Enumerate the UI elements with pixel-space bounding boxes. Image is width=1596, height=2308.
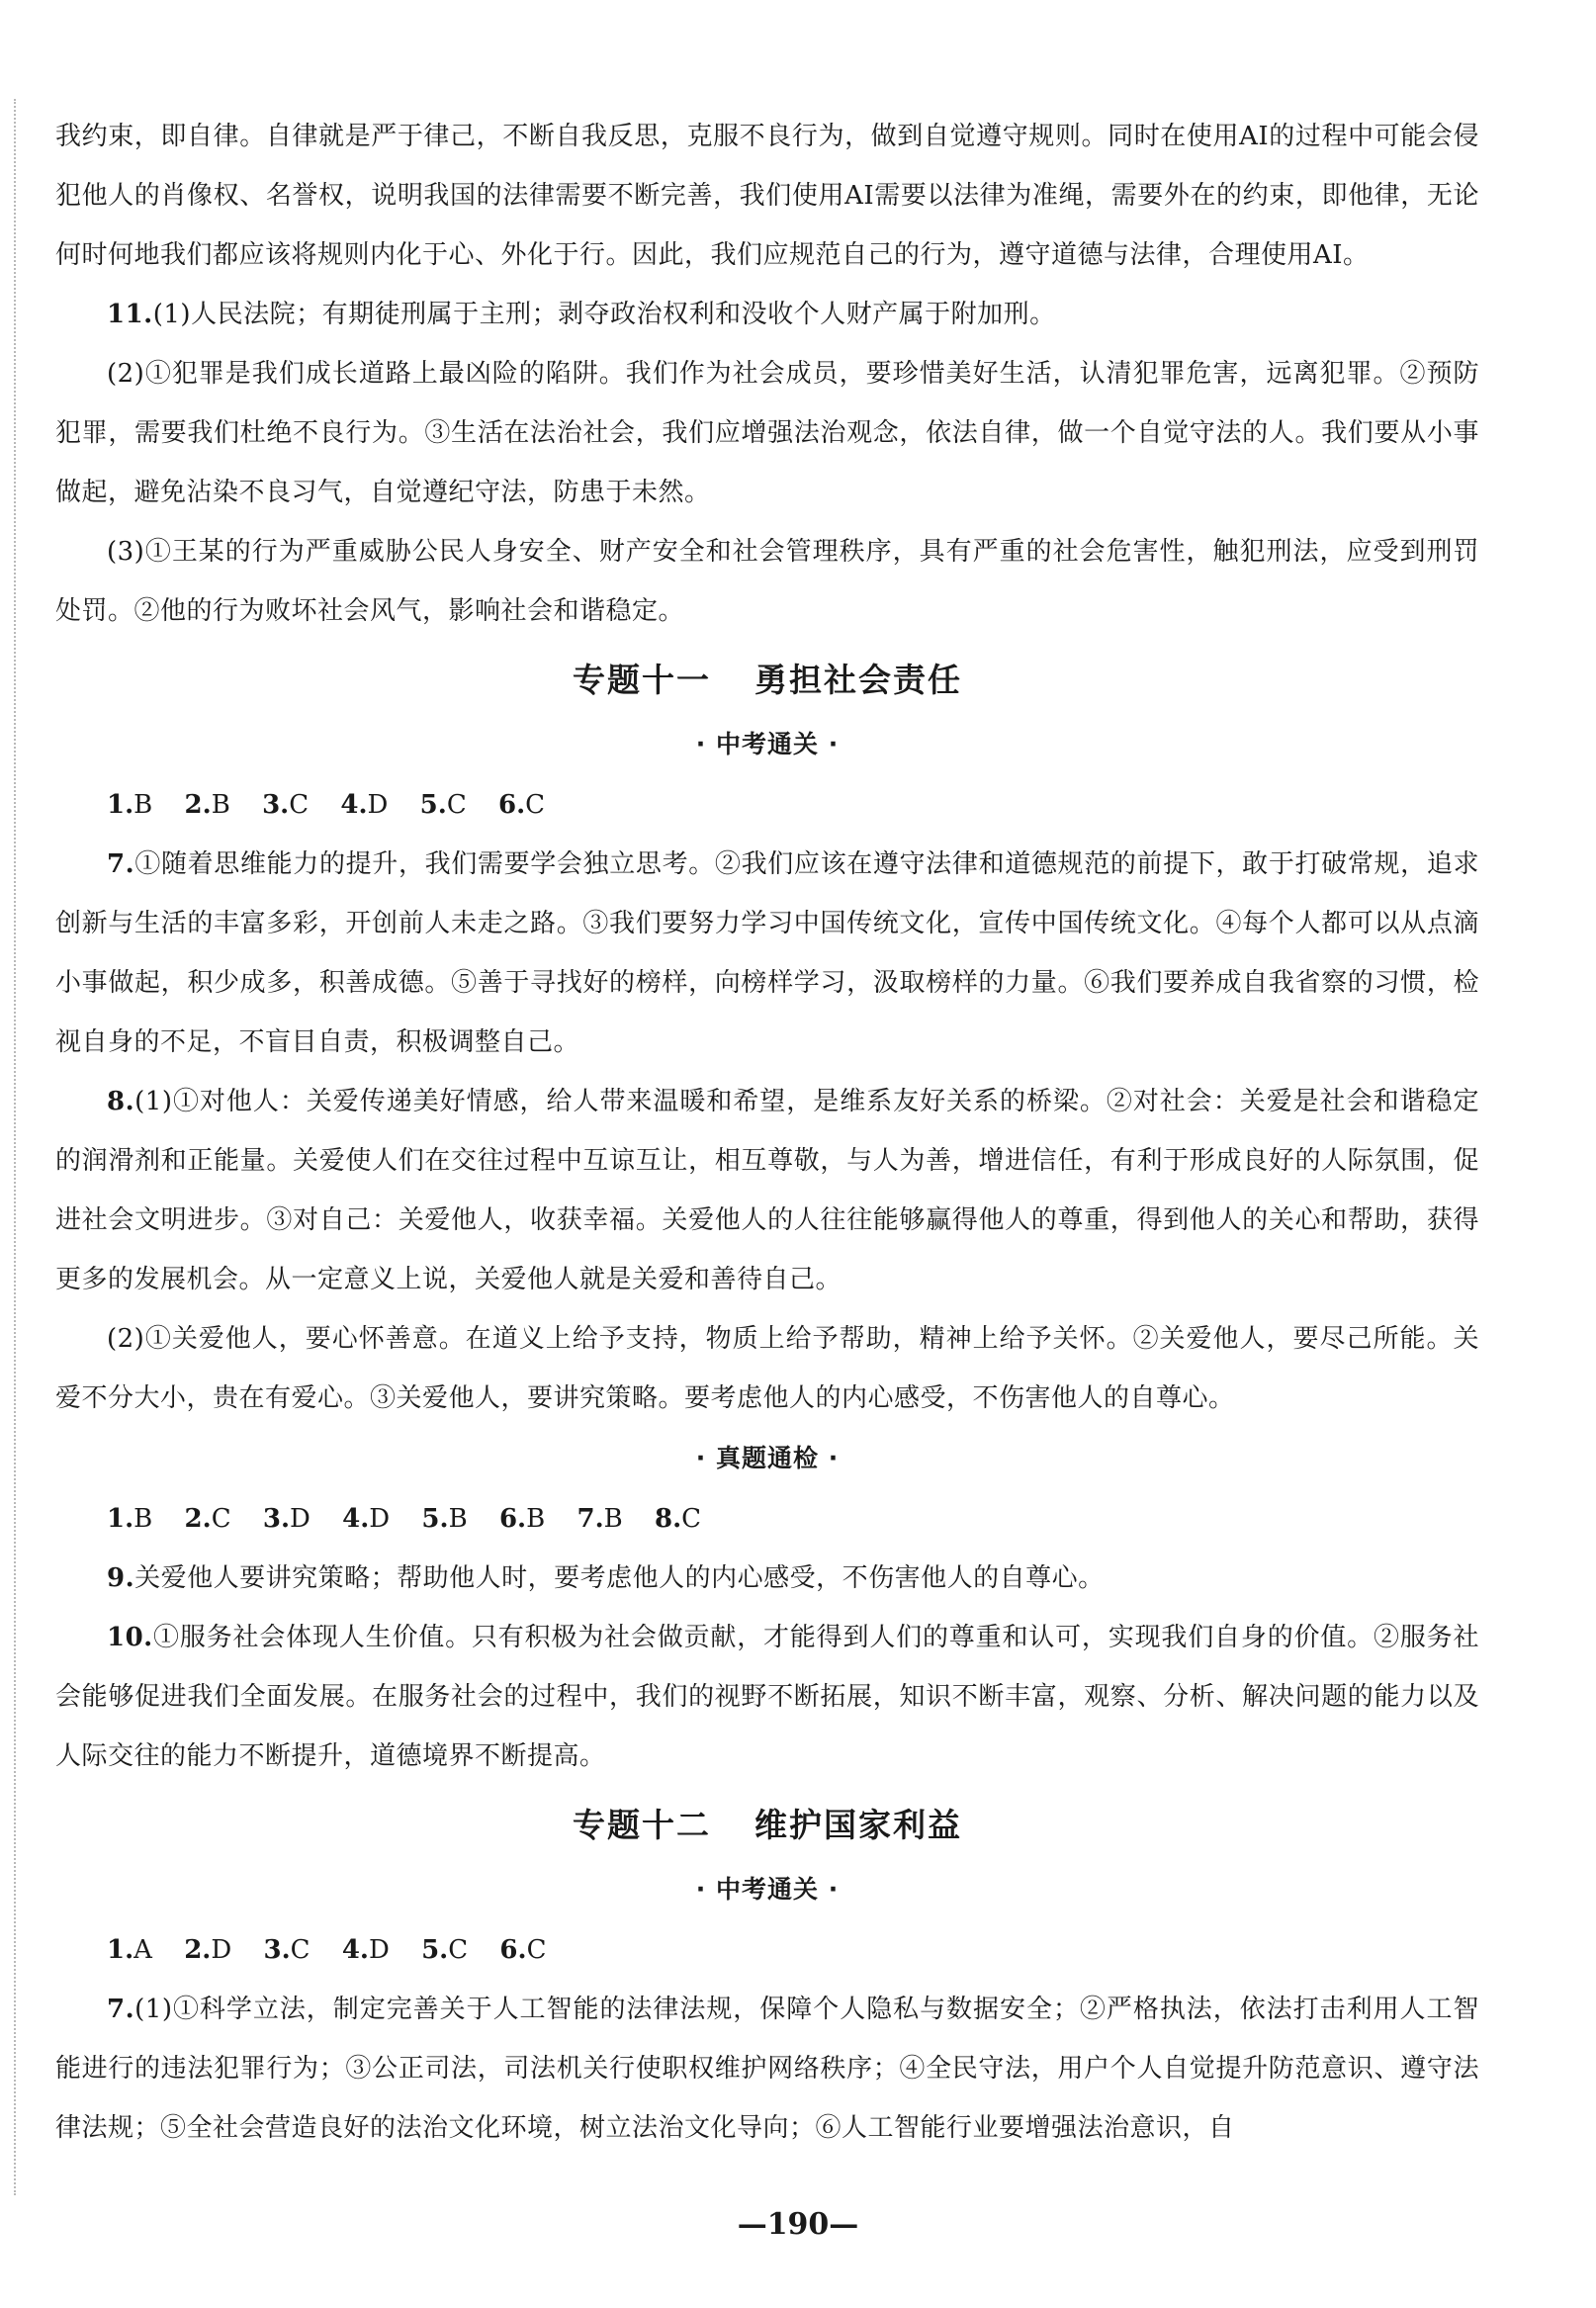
answer-item: 3.D [262, 1504, 310, 1534]
paragraph-continuation [55, 107, 1479, 285]
answer-item: 5.B [421, 1504, 468, 1534]
section-title-topic-11 [55, 649, 1479, 712]
answer-item: 5.C [421, 1935, 469, 1965]
answer-8-2 [55, 1309, 1479, 1428]
paragraph-text: 我约束，即自律。自律就是严于律己，不断自我反思，克服不良行为，做到自觉遵守规则。同时在使用AI的过程中可能会侵犯他人的肖像权、名誉权，说明我国的法律需要不断完善，我们使用AI需要以法律为准绳，需要外在的约束，即他律，无论何时何地我们都应该将规则内化于心、外化于行。因此，我们应规范自己的行为，遵守道德与法律，合理使用AI。 [55, 122, 1479, 270]
question-number: 10. [107, 1623, 153, 1652]
multiple-choice-answers [55, 1489, 1479, 1549]
answer-item: 8.C [655, 1504, 702, 1534]
paragraph-text: (1)人民法院；有期徒刑属于主刑；剥夺政治权利和没收个人财产属于附加刑。 [152, 300, 1056, 329]
paragraph-text: (1)①科学立法，制定完善关于人工智能的法律法规，保障个人隐私与数据安全；②严格执法，依法打击利用人工智能进行的违法犯罪行为；③公正司法，司法机关行使职权维护网络秩序；④全民守法，用户个人自觉提升防范意识、遵守法律法规；⑤全社会营造良好的法治文化环境，树立法治文化导向；⑥人工智能行业要增强法治意识，自 [55, 1995, 1479, 2143]
answer-item: 1.A [107, 1935, 152, 1965]
answer-item: 4.D [341, 1935, 390, 1965]
section-number: 专题十二 [573, 1806, 711, 1844]
answer-7 [55, 835, 1479, 1072]
answer-item: 4.D [342, 1504, 391, 1534]
answer-item: 4.D [340, 790, 389, 820]
binding-dotted-line [14, 99, 16, 2195]
paragraph-text: ①服务社会体现人生价值。只有积极为社会做贡献，才能得到人们的尊重和认可，实现我们自身的价值。②服务社会能够促进我们全面发展。在服务社会的过程中，我们的视野不断拓展，知识不断丰富，观察、分析、解决问题的能力以及人际交往的能力不断提升，道德境界不断提高。 [55, 1623, 1479, 1771]
section-title-topic-12 [55, 1794, 1479, 1857]
multiple-choice-answers [55, 1920, 1479, 1980]
subsection-title: · 真题通检 · [695, 1444, 840, 1472]
answer-item: 7.B [576, 1504, 623, 1534]
paragraph-text: 关爱他人要讲究策略；帮助他人时，要考虑他人的内心感受，不伤害他人的自尊心。 [134, 1563, 1105, 1593]
answer-item: 2.C [184, 1504, 231, 1534]
question-number: 11. [107, 300, 153, 329]
answer-item: 3.C [263, 1935, 310, 1965]
answer-item: 3.C [262, 790, 310, 820]
section-name: 维护国家利益 [754, 1806, 962, 1844]
page-number: —190— [737, 2207, 859, 2242]
paragraph-text: (2)①关爱他人，要心怀善意。在道义上给予支持，物质上给予帮助，精神上给予关怀。②关爱他人，要尽己所能。关爱不分大小，贵在有爱心。③关爱他人，要讲究策略。要考虑他人的内心感受，不伤害他人的自尊心。 [55, 1324, 1479, 1413]
answer-11-3 [55, 522, 1479, 641]
answer-9 [55, 1549, 1479, 1608]
answer-item: 2.B [184, 790, 230, 820]
answer-11-2 [55, 344, 1479, 522]
paragraph-text: (2)①犯罪是我们成长道路上最凶险的陷阱。我们作为社会成员，要珍惜美好生活，认清犯罪危害，远离犯罪。②预防犯罪，需要我们杜绝不良行为。③生活在法治社会，我们应增强法治观念，依法自律，做一个自觉守法的人。我们要从小事做起，避免沾染不良习气，自觉遵纪守法，防患于未然。 [55, 359, 1479, 507]
section-number: 专题十一 [573, 661, 711, 699]
answer-item: 6.C [498, 790, 546, 820]
paragraph-text: (3)①王某的行为严重威胁公民人身安全、财产安全和社会管理秩序，具有严重的社会危害性，触犯刑法，应受到刑罚处罚。②他的行为败坏社会风气，影响社会和谐稳定。 [55, 537, 1479, 626]
question-number: 9. [107, 1563, 135, 1593]
paragraph-text: ①随着思维能力的提升，我们需要学会独立思考。②我们应该在遵守法律和道德规范的前提下，敢于打破常规，追求创新与生活的丰富多彩，开创前人未走之路。③我们要努力学习中国传统文化，宣传中国传统文化。④每个人都可以从点滴小事做起，积少成多，积善成德。⑤善于寻找好的榜样，向榜样学习，汲取榜样的力量。⑥我们要养成自我省察的习惯，检视自身的不足，不盲目自责，积极调整自己。 [55, 849, 1479, 1057]
answer-item: 6.B [498, 1504, 546, 1534]
answer-10 [55, 1608, 1479, 1786]
subsection-title: · 中考通关 · [695, 730, 840, 758]
answer-7-topic-12 [55, 1980, 1479, 2158]
answer-item: 2.D [184, 1935, 232, 1965]
paragraph-text: (1)①对他人：关爱传递美好情感，给人带来温暖和希望，是维系友好关系的桥梁。②对社会：关爱是社会和谐稳定的润滑剂和正能量。关爱使人们在交往过程中互谅互让，相互尊敬，与人为善，增进信任，有利于形成良好的人际氛围，促进社会文明进步。③对自己：关爱他人，收获幸福。关爱他人的人往往能够赢得他人的尊重，得到他人的关心和帮助，获得更多的发展机会。从一定意义上说，关爱他人就是关爱和善待自己。 [55, 1087, 1479, 1294]
answer-11-1 [55, 285, 1479, 344]
page-content [55, 107, 1479, 2158]
answer-item: 1.B [107, 790, 153, 820]
question-number: 7. [107, 1995, 135, 2024]
answer-item: 1.B [107, 1504, 153, 1534]
answer-item: 6.C [499, 1935, 547, 1965]
subsection-title: · 中考通关 · [695, 1875, 840, 1904]
section-name: 勇担社会责任 [754, 661, 962, 699]
answer-item: 5.C [419, 790, 467, 820]
multiple-choice-answers [55, 775, 1479, 835]
question-number: 7. [107, 849, 135, 879]
question-number: 8. [107, 1087, 135, 1116]
answer-8-1 [55, 1072, 1479, 1309]
